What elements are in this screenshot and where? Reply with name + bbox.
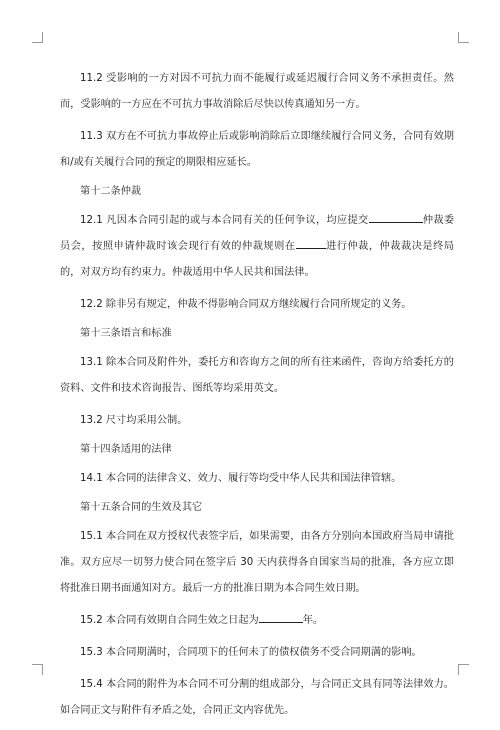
crop-mark-bottom-left [32,664,43,675]
article-14-heading: 第十四条适用的法律 [80,444,172,455]
clause-15-1: 15.1 本合同在双方授权代表签字后，如果需要，由各方分别向本国政府当局申请批准。双方应尽一切努力使合同在签字后 30 天内获得各自国家当局的批准，各方应立即将批准日期书面通知对方。最后一方的批准日期为本合同生效日期。 [60,531,454,594]
clause-11-3: 11.3 双方在不可抗力事故停止后或影响消除后立即继续履行合同义务，合同有效期和/或有关履行合同的预定的期限相应延长。 [60,131,454,168]
clause-12-2: 12.2 除非另有规定，仲裁不得影响合同双方继续履行合同所规定的义务。 [80,299,412,310]
clause-15-2 [60,608,454,634]
clause-13-1: 13.1 除本合同及附件外，委托方和咨询方之间的所有往来函件，咨询方给委托方的资料、文件和技术咨询报告、图纸等均采用英文。 [60,357,454,394]
clause-12-1-part-b: 仲裁委员会，按照申请仲裁时该会现行有效的仲裁规则在 [60,215,455,252]
article-13-heading: 第十三条语言和标准 [80,328,172,339]
clause-13-2: 13.2 尺寸均采用公制。 [80,415,188,426]
clause-12-1-part-c: 进行仲裁，仲裁裁决是终局的，对双方均有约束力。仲裁适用中华人民共和国法律。 [60,241,455,278]
crop-mark-top-right [458,32,469,43]
article-15-heading: 第十五条合同的生效及其它 [80,502,203,513]
clause-11-2: 11.2 受影响的一方对因不可抗力而不能履行或延迟履行合同义务不承担责任。然而，受影响的一方应在不可抗力事故消除后尽快以传真通知另一方。 [60,73,454,110]
clause-12-1 [60,208,454,286]
clause-15-3: 15.3 本合同期满时，合同项下的任何未了的债权债务不受合同期满的影响。 [80,647,422,658]
clause-12-1-part-a: 12.1 凡因本合同引起的或与本合同有关的任何争议，均应提交 [80,215,369,226]
arbitration-commission-blank [369,212,423,223]
clause-15-2-part-b: 年。 [302,615,324,626]
clause-15-2-part-a: 15.2 本合同有效期自合同生效之日起为 [80,615,259,626]
clause-15-4: 15.4 本合同的附件为本合同不可分割的组成部分，与合同正文具有同等法律效力。如合同正文与附件有矛盾之处，合同正文内容优先。 [60,679,454,716]
crop-mark-bottom-right [458,664,469,675]
arbitration-place-blank [296,238,326,249]
validity-years-blank [259,612,303,623]
document-body [60,66,454,730]
article-12-heading: 第十二条仲裁 [80,186,142,197]
clause-14-1: 14.1 本合同的法律含义、效力、履行等均受中华人民共和国法律管辖。 [80,473,402,484]
crop-mark-top-left [32,32,43,43]
